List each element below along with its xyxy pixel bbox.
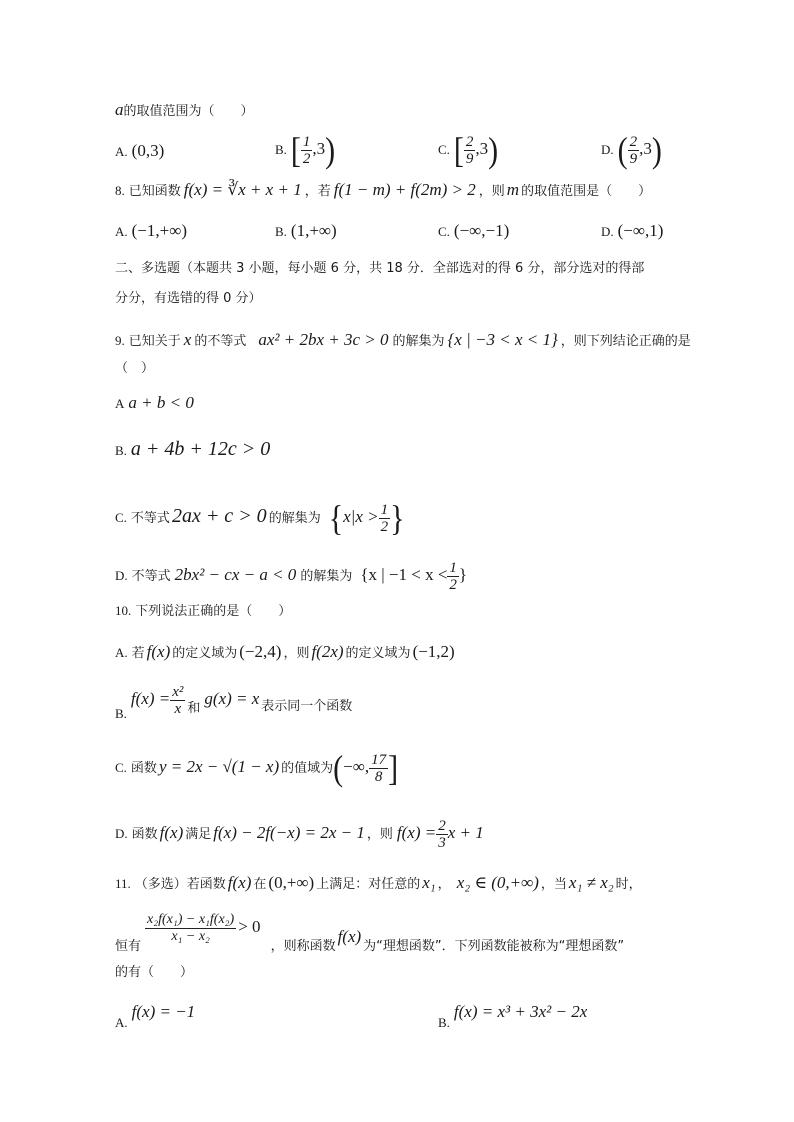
option-text-2: 的解集为 bbox=[300, 569, 353, 584]
fraction-numerator: 2 bbox=[438, 818, 446, 834]
option-expression: y = 2x − √(1 − x) bbox=[158, 757, 280, 776]
q11-text-7: ，则称函数 bbox=[270, 939, 336, 954]
interval-close: ] bbox=[388, 748, 399, 788]
interval-fraction bbox=[369, 752, 388, 785]
q9-text-2: 的不等式 bbox=[194, 334, 247, 349]
fraction-numerator: x² bbox=[172, 684, 184, 700]
q8-option-d bbox=[601, 222, 663, 242]
q9-inequality: ax² + 2bx + 3c > 0 bbox=[258, 330, 389, 349]
q8-option-a bbox=[115, 222, 187, 242]
option-label: D. bbox=[115, 568, 128, 583]
option-label: D. bbox=[601, 142, 614, 157]
fraction-denominator: 8 bbox=[374, 769, 383, 785]
option-label: B. bbox=[115, 443, 127, 458]
q10-option-c bbox=[115, 748, 399, 788]
option-expression: 2ax + c > 0 bbox=[171, 505, 267, 527]
q11-function: f(x) bbox=[227, 873, 252, 892]
option-text-2: 的值域为 bbox=[281, 761, 334, 776]
option-result-prefix: f(x) = bbox=[396, 823, 437, 842]
option-fraction bbox=[464, 134, 476, 167]
option-equation: f(x) − 2f(−x) = 2x − 1 bbox=[213, 823, 365, 842]
q8-stem bbox=[115, 181, 651, 201]
option-label: A bbox=[115, 396, 125, 411]
option-text-3: ，则 bbox=[283, 646, 310, 661]
q9-option-c bbox=[115, 498, 405, 538]
option-domain: (−2,4) bbox=[239, 642, 282, 661]
q7-stem bbox=[115, 101, 254, 121]
option-function-2: f(2x) bbox=[311, 642, 344, 661]
q11-domain: (0,+∞) bbox=[268, 873, 315, 892]
q11-text-3: 上满足：对任意的 bbox=[316, 877, 421, 892]
section-heading-line-1: 二、多选题（本题共 3 小题，每小题 6 分，共 18 分．全部选对的得 6 分，部分选对的得部 bbox=[115, 261, 645, 276]
q7-option-d bbox=[601, 130, 662, 170]
option-close: ) bbox=[325, 130, 336, 170]
fraction-numerator: 17 bbox=[371, 752, 387, 768]
option-text-1: 函数 bbox=[130, 761, 157, 776]
option-close: ) bbox=[651, 130, 662, 170]
interval-start: −∞, bbox=[343, 757, 370, 776]
option-label: B. bbox=[115, 706, 127, 721]
question-number: 9. bbox=[115, 333, 125, 348]
option-close: ) bbox=[158, 141, 165, 160]
q8-text-2: ，若 bbox=[304, 184, 331, 199]
fraction-numerator: 1 bbox=[449, 560, 457, 576]
option-text-1: 不等式 bbox=[130, 511, 170, 526]
option-value: (−∞,1) bbox=[617, 221, 664, 240]
option-text-1: 不等式 bbox=[131, 569, 171, 584]
q8-variable: m bbox=[506, 180, 520, 199]
fraction-numerator: 1 bbox=[380, 502, 389, 518]
option-function-g: g(x) = x bbox=[204, 689, 260, 708]
question-number: 10. bbox=[115, 603, 132, 618]
q11-separator: ， bbox=[437, 877, 451, 892]
q7-option-c bbox=[438, 130, 499, 170]
brace-close: } bbox=[390, 498, 405, 538]
q9-option-d bbox=[115, 560, 467, 593]
option-value: (−∞,−1) bbox=[453, 221, 510, 240]
option-value: ,3 bbox=[639, 139, 652, 158]
q9-option-b bbox=[115, 440, 270, 461]
q11-text-5: 时， bbox=[615, 877, 642, 892]
option-label: B. bbox=[275, 224, 287, 239]
option-fraction bbox=[436, 818, 448, 851]
option-text-2: 满足 bbox=[185, 827, 212, 842]
q9-text-3: 的解集为 bbox=[392, 334, 445, 349]
q8-text-1: 已知函数 bbox=[128, 184, 181, 199]
q11-greater-than: > 0 bbox=[238, 917, 261, 936]
option-open: ( bbox=[617, 130, 628, 170]
q11-text-4: ，当 bbox=[540, 877, 567, 892]
q11-x2: x₂ ∈ (0,+∞) bbox=[456, 873, 539, 892]
option-label: B. bbox=[438, 1015, 450, 1030]
option-label: D. bbox=[601, 224, 614, 239]
fraction-numerator: 2 bbox=[465, 134, 474, 150]
option-fraction bbox=[628, 134, 640, 167]
option-fraction bbox=[301, 134, 313, 167]
option-expression: f(x) = −1 bbox=[131, 1002, 196, 1021]
fraction-denominator: 2 bbox=[449, 577, 457, 593]
q11-text-1: （多选）若函数 bbox=[134, 877, 226, 892]
set-fraction bbox=[447, 560, 459, 593]
brace-open: { bbox=[328, 498, 344, 538]
fraction-numerator: x₂f(x₁) − x₁f(x₂) bbox=[147, 912, 235, 927]
q11-option-b bbox=[438, 1003, 587, 1032]
option-text-2: 的定义域为 bbox=[172, 646, 238, 661]
q10-option-a bbox=[115, 643, 457, 663]
option-text-2: 的解集为 bbox=[268, 511, 321, 526]
option-text-1: 函数 bbox=[131, 827, 158, 842]
q11-text-8: 为“理想函数”．下列函数能被称为“理想函数” bbox=[363, 939, 625, 954]
set-condition: x|x > bbox=[343, 507, 379, 526]
option-fraction bbox=[170, 684, 185, 717]
option-function: f(x) bbox=[159, 823, 184, 842]
option-value: 0,3 bbox=[137, 141, 159, 160]
option-open: [ bbox=[290, 130, 301, 170]
q10-stem bbox=[115, 602, 291, 621]
option-domain-2: (−1,2) bbox=[412, 642, 455, 661]
option-expression: a + b < 0 bbox=[128, 393, 194, 412]
option-open: [ bbox=[453, 130, 464, 170]
option-expression: 2bx² − cx − a < 0 bbox=[174, 565, 297, 584]
q11-text-2: 在 bbox=[253, 877, 267, 892]
option-function-prefix: f(x) = bbox=[130, 689, 171, 708]
option-text-3: ，则 bbox=[366, 827, 393, 842]
option-label: A. bbox=[115, 224, 128, 239]
fraction-denominator: 2 bbox=[302, 151, 311, 167]
q9-text-4: ，则下列结论正确的是 bbox=[560, 334, 691, 349]
fraction-denominator: 9 bbox=[465, 151, 474, 167]
q11-neq: x₁ ≠ x₂ bbox=[568, 873, 614, 892]
q7-option-a bbox=[115, 142, 164, 162]
q8-function-def: f(x) = ∛x + x + 1 bbox=[183, 180, 302, 199]
q9-stem-continued: （ ） bbox=[115, 361, 155, 376]
fraction-denominator: x bbox=[174, 701, 182, 717]
section-heading-line-2: 分分，有选错的得 0 分） bbox=[115, 291, 262, 306]
option-text-2: 表示同一个函数 bbox=[261, 699, 353, 714]
option-label: D. bbox=[115, 826, 128, 841]
option-label: C. bbox=[438, 142, 450, 157]
fraction-denominator: x₁ − x₂ bbox=[171, 929, 210, 944]
q11-stem-continued: 的有（ ） bbox=[115, 965, 194, 980]
option-value: (−1,+∞) bbox=[131, 221, 188, 240]
q10-option-d bbox=[115, 818, 484, 851]
fraction-denominator: 2 bbox=[380, 519, 389, 535]
q7-stem-text: 的取值范围为（ ） bbox=[123, 104, 254, 119]
q11-option-a bbox=[115, 1003, 195, 1032]
set-close: } bbox=[458, 565, 468, 584]
option-label: C. bbox=[115, 760, 127, 775]
option-label: C. bbox=[438, 224, 450, 239]
option-open: ( bbox=[131, 141, 138, 160]
q9-solution-set: {x | −3 < x < 1} bbox=[447, 330, 558, 349]
option-expression: f(x) = x³ + 3x² − 2x bbox=[453, 1002, 588, 1021]
option-label: C. bbox=[115, 510, 127, 525]
option-label: A. bbox=[115, 1015, 128, 1030]
option-text-4: 的定义域为 bbox=[345, 646, 411, 661]
option-text-1: 和 bbox=[187, 701, 201, 716]
fraction-numerator: 2 bbox=[629, 134, 638, 150]
q9-variable: x bbox=[183, 330, 192, 349]
q8-option-b bbox=[275, 222, 337, 242]
q9-stem bbox=[115, 331, 691, 351]
set-fraction bbox=[379, 502, 391, 535]
q8-text-4: 的取值范围是（ ） bbox=[521, 184, 652, 199]
q11-condition bbox=[115, 912, 624, 956]
option-value: ,3 bbox=[475, 139, 489, 158]
option-label: A. bbox=[115, 645, 128, 660]
q11-text-6: 恒有 bbox=[115, 939, 142, 954]
fraction-denominator: 3 bbox=[438, 835, 446, 851]
fraction-denominator: 9 bbox=[629, 151, 638, 167]
question-number: 11. bbox=[115, 876, 131, 891]
option-expression: a + 4b + 12c > 0 bbox=[130, 438, 271, 460]
option-value: ,3 bbox=[312, 139, 326, 158]
q8-condition: f(1 − m) + f(2m) > 2 bbox=[333, 180, 476, 199]
q7-option-b bbox=[275, 130, 336, 170]
q8-text-3: ，则 bbox=[478, 184, 505, 199]
option-result-suffix: x + 1 bbox=[447, 823, 484, 842]
q9-option-a bbox=[115, 394, 194, 414]
option-function: f(x) bbox=[146, 642, 171, 661]
option-value: (1,+∞) bbox=[290, 221, 337, 240]
q10-option-b bbox=[115, 684, 352, 723]
q11-x1: x₁ bbox=[422, 873, 436, 892]
fraction-numerator: 1 bbox=[302, 134, 311, 150]
interval-open: ( bbox=[333, 748, 344, 788]
q10-text: 下列说法正确的是（ ） bbox=[135, 604, 292, 619]
option-close: ) bbox=[488, 130, 499, 170]
q11-function-2: f(x) bbox=[337, 927, 362, 946]
q7-stem-var: a bbox=[115, 100, 124, 119]
set-condition: {x | −1 < x < bbox=[360, 565, 448, 584]
option-text-1: 若 bbox=[131, 646, 145, 661]
q11-condition-fraction bbox=[145, 912, 236, 945]
q8-option-c bbox=[438, 222, 509, 242]
option-label: A. bbox=[115, 144, 128, 159]
q11-stem bbox=[115, 874, 642, 894]
q9-text-1: 已知关于 bbox=[128, 334, 181, 349]
option-label: B. bbox=[275, 142, 287, 157]
question-number: 8. bbox=[115, 183, 125, 198]
